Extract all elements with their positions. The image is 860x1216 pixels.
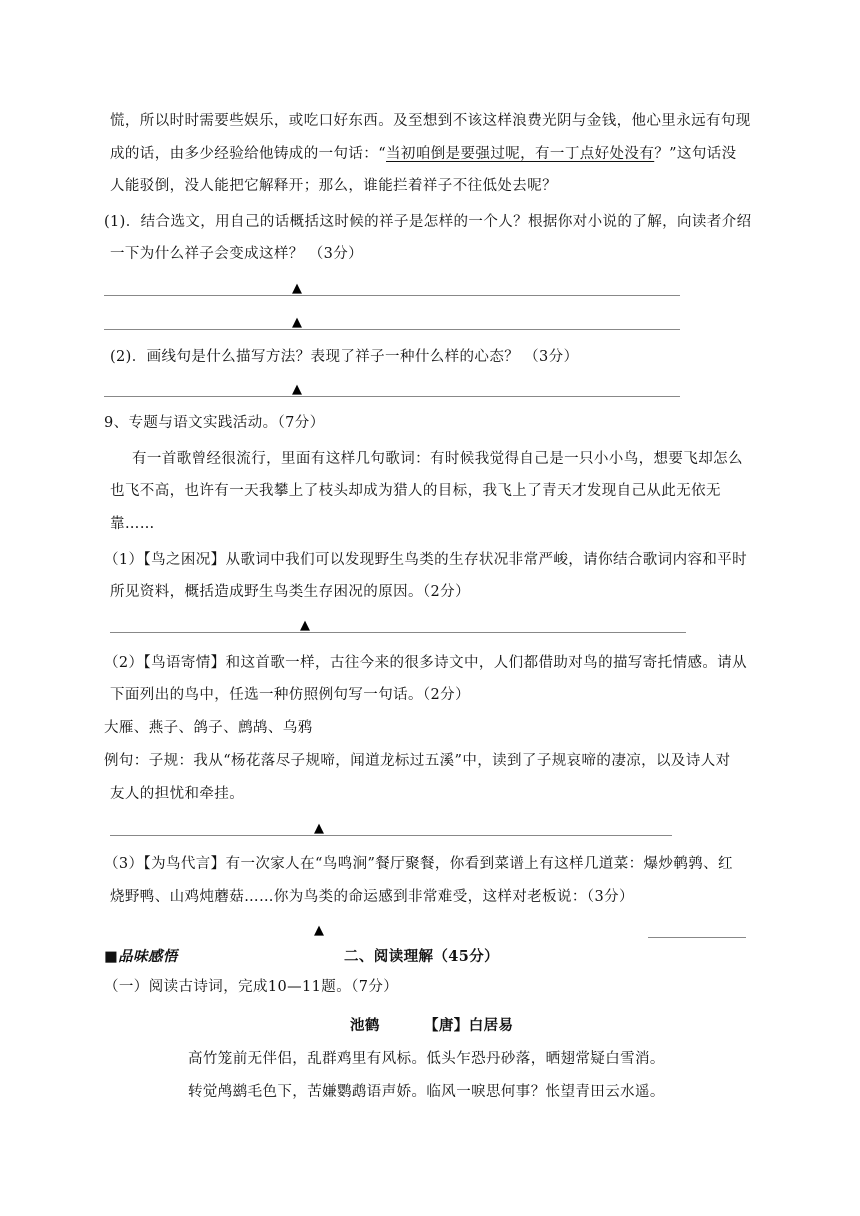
- q9-lyric-line-2: 也飞不高，也许有一天我攀上了枝头却成为猎人的目标，我飞上了青天才发现自己从此无依无: [110, 483, 721, 499]
- q9-sub3-line-1: （3）【为鸟代言】有一次家人在“鸟鸣涧”餐厅聚餐，你看到菜谱上有这样几道菜：爆炒鹌鹑、红: [104, 856, 733, 872]
- answer-marker: ▲: [314, 923, 324, 938]
- passage-line-2-after: ？”这句话没: [654, 146, 737, 162]
- passage-line-2: [110, 143, 737, 165]
- answer-line[interactable]: [110, 632, 686, 633]
- q9-lyric-line-3: 靠……: [110, 516, 155, 532]
- poem-title: 池鹤: [350, 1017, 380, 1034]
- q8-sub1-line-2: 一下为什么祥子会变成这样？ （3分）: [110, 246, 364, 262]
- section-sub-title: （一）阅读古诗词，完成10—11题。（7分）: [104, 979, 399, 995]
- bird-list: 大雁、燕子、鸽子、鹧鸪、乌鸦: [104, 720, 313, 736]
- example-line-1: 例句：子规：我从“杨花落尽子规啼，闻道龙标过五溪”中，读到了子规哀啼的凄凉，以及诗人对: [104, 753, 731, 769]
- q9-sub1-line-2: 所见资料，概括造成野生鸟类生存困况的原因。（2分）: [110, 584, 470, 600]
- answer-marker: ▲: [292, 382, 302, 397]
- q8-sub2: (2)．画线句是什么描写方法？表现了祥子一种什么样的心态？ （3分）: [110, 349, 579, 365]
- answer-line[interactable]: [110, 835, 672, 836]
- example-line-2: 友人的担忧和牵挂。: [110, 786, 245, 802]
- answer-line[interactable]: [104, 295, 680, 296]
- q9-title: 9、专题与语文实践活动。（7分）: [104, 415, 325, 431]
- q9-sub2-line-1: （2）【鸟语寄情】和这首歌一样，古往今来的很多诗文中，人们都借助对鸟的描写寄托情感。请从: [104, 655, 748, 671]
- answer-marker: ▲: [314, 821, 324, 836]
- passage-line-1: 慌，所以时时需要些娱乐，或吃口好东西。及至想到不该这样浪费光阴与金钱，他心里永远有句现: [110, 113, 751, 129]
- underlined-sentence: 当初咱倒是要强过呢，有一丁点好处没有: [386, 146, 655, 162]
- poem-line-2: 转觉鸬鹚毛色下，苦嫌鹦鹉语声娇。临风一唳思何事？怅望青田云水遥。: [188, 1084, 665, 1100]
- q9-sub2-line-2: 下面列出的鸟中，任选一种仿照例句写一句话。（2分）: [110, 687, 470, 703]
- answer-line[interactable]: [648, 937, 746, 938]
- poem-author: 【唐】白居易: [424, 1017, 514, 1034]
- poem-line-1: 高竹笼前无伴侣，乱群鸡里有风标。低头乍恐丹砂落，晒翅常疑白雪消。: [188, 1051, 665, 1067]
- answer-marker: ▲: [292, 281, 302, 296]
- section-title: 二、阅读理解（45分）: [344, 948, 500, 965]
- q9-lyric-line-1: 有一首歌曾经很流行，里面有这样几句歌词：有时候我觉得自己是一只小小鸟，想要飞却怎么: [132, 451, 743, 467]
- q9-sub3-line-2: 烧野鸭、山鸡炖蘑菇……你为鸟类的命运感到非常难受，这样对老板说：（3分）: [110, 889, 634, 905]
- answer-marker: ▲: [300, 618, 310, 633]
- q9-sub1-line-1: （1）【鸟之困况】从歌词中我们可以发现野生鸟类的生存状况非常严峻，请你结合歌词内容和平时: [104, 552, 748, 568]
- passage-line-3: 人能驳倒，没人能把它解释开；那么，谁能拦着祥子不往低处去呢？: [110, 178, 557, 194]
- q8-sub1-line-1: (1)．结合选文，用自己的话概括这时候的祥子是怎样的一个人？根据你对小说的了解，向读者介绍: [104, 214, 752, 230]
- answer-marker: ▲: [292, 315, 302, 330]
- passage-line-2-before: 成的话，由多少经验给他铸成的一句话：“: [110, 146, 387, 162]
- section-marker: ■品味感悟: [104, 948, 178, 965]
- answer-line[interactable]: [104, 329, 680, 330]
- answer-line[interactable]: [104, 396, 680, 397]
